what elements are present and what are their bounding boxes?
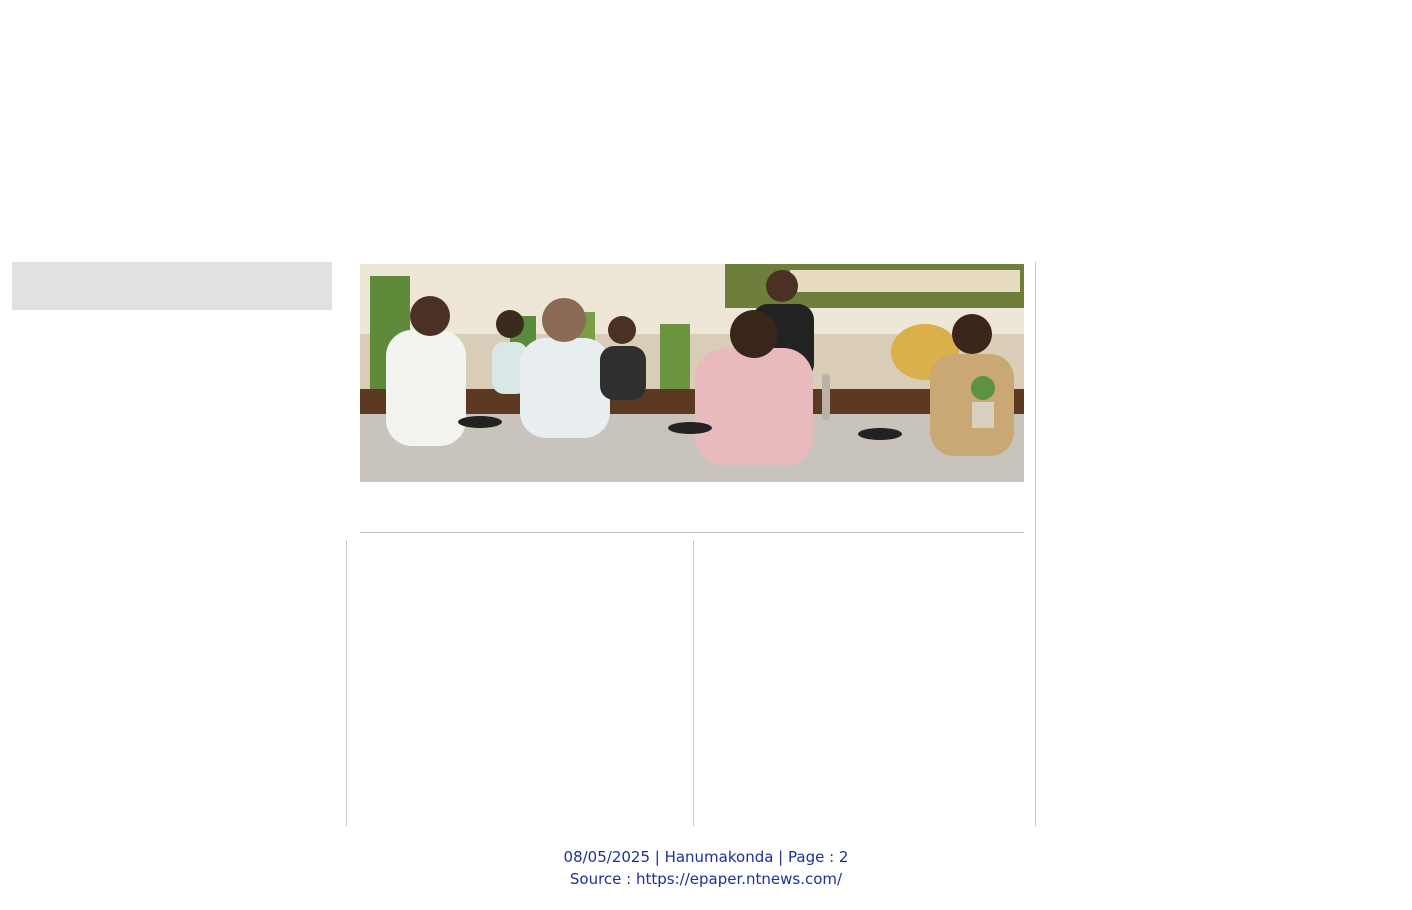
newspaper-masthead — [0, 4, 1412, 84]
article-headline — [0, 128, 1412, 240]
article-column-2 — [360, 542, 680, 826]
column-divider — [693, 540, 694, 826]
edition-line: 08/05/2025 | Hanumakonda | Page : 2 — [563, 848, 849, 866]
page-footer — [0, 846, 1412, 890]
article-column-4 — [1045, 262, 1375, 826]
byline-box — [12, 262, 332, 310]
column-divider — [346, 540, 347, 826]
meeting-photo — [360, 264, 1024, 482]
article-column-3 — [705, 542, 1025, 826]
photo-caption — [360, 488, 1024, 533]
article-column-1 — [12, 322, 332, 826]
column-divider — [1035, 262, 1036, 826]
source-line: Source : https://epaper.ntnews.com/ — [569, 870, 843, 888]
